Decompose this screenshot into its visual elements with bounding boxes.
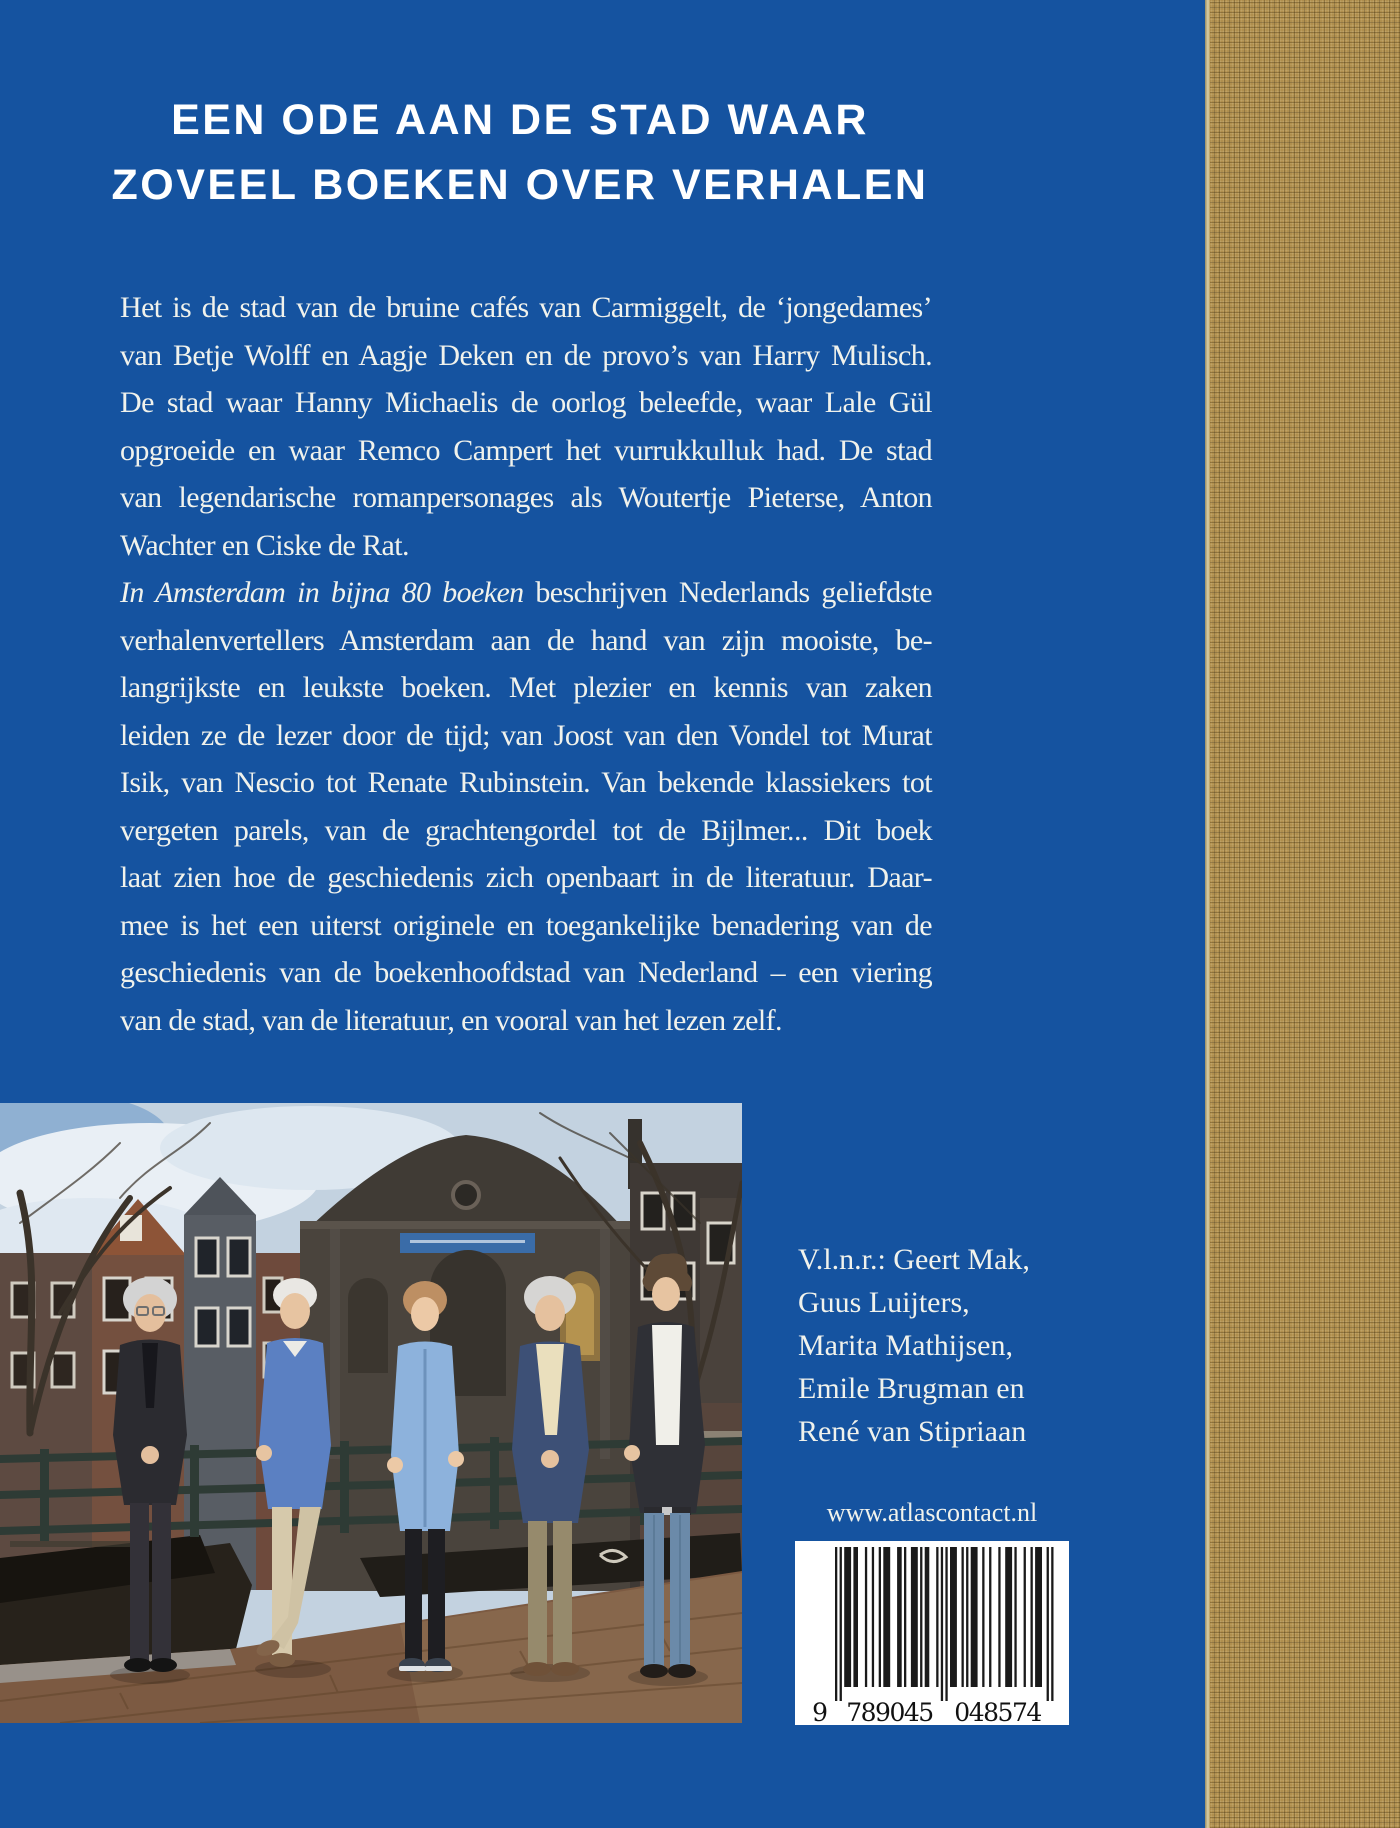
spine-fabric-strip xyxy=(1209,0,1400,1828)
tagline-line-2: ZOVEEL BOEKEN OVER VERHALEN xyxy=(111,161,929,209)
blurb-line-paragraph-end: van de stad, van de literatuur, en vooral van het lezen zelf. xyxy=(120,1003,782,1037)
blurb-line: Isik, van Nescio tot Renate Rubinstein. Van bekende klassiekers tot xyxy=(120,766,932,799)
blurb-line: Het is de stad van de bruine cafés van Carmiggelt, de ‘jongedames’ xyxy=(120,291,932,324)
tagline-line-1: EEN ODE AAN DE STAD WAAR xyxy=(171,96,869,144)
svg-text:789045: 789045 xyxy=(846,1698,935,1725)
tagline xyxy=(55,88,985,218)
caption-line: V.l.n.r.: Geert Mak, xyxy=(798,1243,1030,1276)
blurb-line: van Betje Wolff en Aagje Deken en de provo’s van Harry Mulisch. xyxy=(120,338,932,372)
caption-line: Emile Brugman en xyxy=(798,1372,1025,1405)
book-title-italic: In Amsterdam in bijna 80 boeken xyxy=(120,576,524,609)
blurb-line: van legendarische romanpersonages als Woutertje Pieterse, Anton xyxy=(120,481,932,514)
ean13-barcode xyxy=(795,1541,1069,1725)
blurb xyxy=(120,284,932,1044)
blurb-line: leiden ze de lezer door de tijd; van Joost van den Vondel tot Murat xyxy=(120,718,932,752)
publisher-website: www.atlascontact.nl xyxy=(826,1498,1038,1527)
barcode xyxy=(795,1541,1069,1725)
blurb-line: mee is het een uiterst originele en toegankelijke benadering van de xyxy=(120,908,932,942)
blurb-line: laat zien hoe de geschiedenis zich openbaart in de literatuur. Daar- xyxy=(120,861,932,894)
blurb-line: vergeten parels, van de grachtengordel tot de Bijlmer... Dit boek xyxy=(120,813,932,847)
caption-line: René van Stipriaan xyxy=(798,1415,1027,1448)
caption-line: Guus Luijters, xyxy=(798,1286,970,1319)
blurb-line-rest: beschrijven Nederlands geliefdste xyxy=(523,576,933,609)
authors-photo xyxy=(0,1103,742,1723)
blurb-line: De stad waar Hanny Michaelis de oorlog beleefde, waar Lale Gül xyxy=(120,386,932,419)
spine-edge-highlight xyxy=(1205,0,1210,1828)
blurb-line-with-booktitle xyxy=(120,569,932,617)
blurb-line: opgroeide en waar Remco Campert het vurrukkulluk had. De stad xyxy=(120,433,932,467)
svg-text:048574: 048574 xyxy=(954,1698,1043,1725)
blurb-line-paragraph-end: Wachter en Ciske de Rat. xyxy=(120,528,409,562)
blurb-line: geschiedenis van de boekenhoofdstad van Nederland – een viering xyxy=(120,956,932,989)
blurb-line: verhalenvertellers Amsterdam aan de hand van zijn mooiste, be- xyxy=(120,623,932,657)
caption-line: Marita Mathijsen, xyxy=(798,1329,1013,1362)
blurb-line: langrijkste en leukste boeken. Met plezier en kennis van zaken xyxy=(120,671,932,704)
photo-caption xyxy=(798,1238,1158,1453)
svg-text:9: 9 xyxy=(812,1698,828,1725)
